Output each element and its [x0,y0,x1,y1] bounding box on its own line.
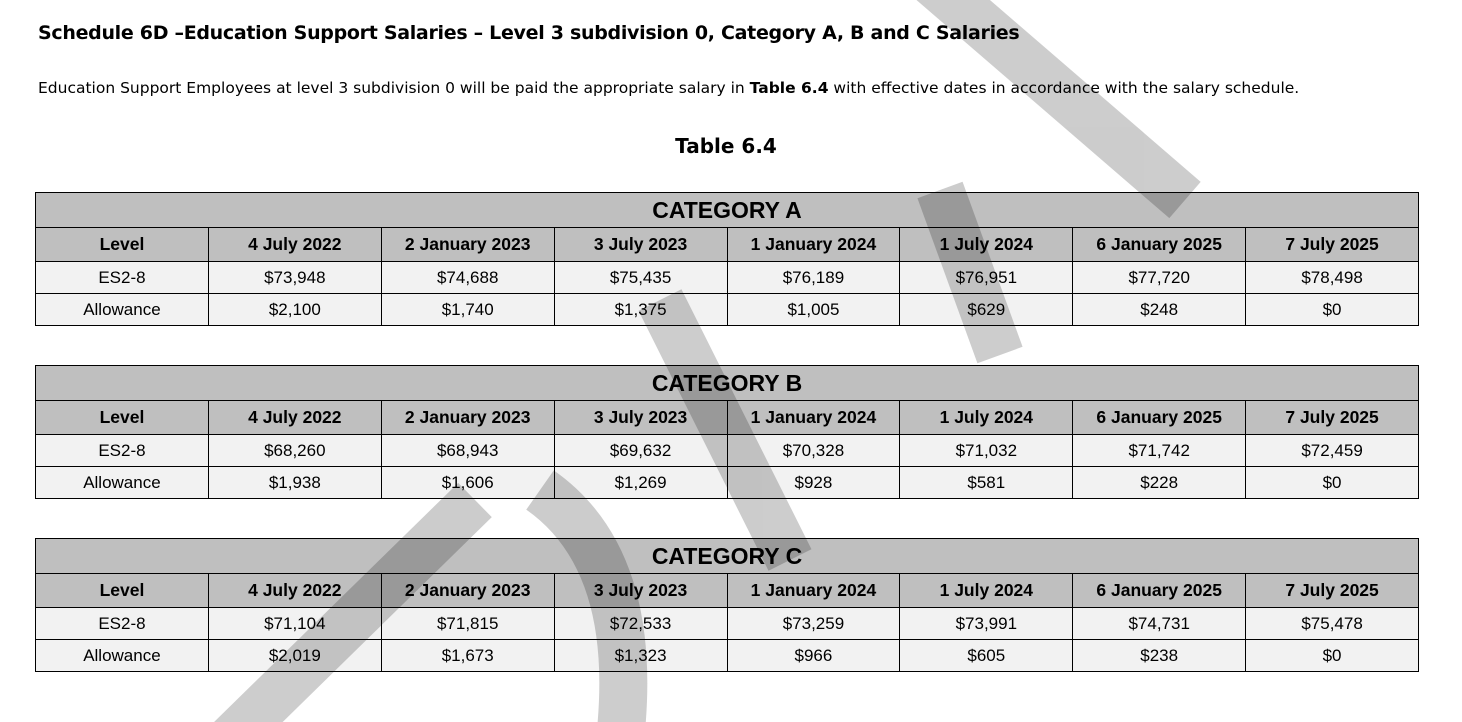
table-cell: $71,742 [1073,435,1246,467]
column-header: 4 July 2022 [208,574,381,608]
column-header: 1 January 2024 [727,228,900,262]
column-header: 1 July 2024 [900,574,1073,608]
table-cell: $75,478 [1246,608,1419,640]
schedule-heading: Schedule 6D –Education Support Salaries – Level 3 subdivision 0, Category A, B and C Salaries [38,22,1020,44]
salary-table-category-c [35,538,1419,672]
intro-text-end: with effective dates in accordance with the salary schedule. [828,79,1300,97]
table-cell: Allowance [36,294,209,326]
table-cell: $966 [727,640,900,672]
salary-table-category-a [35,192,1419,326]
table-cell: $68,260 [208,435,381,467]
table-row [36,640,1419,672]
table-cell: $73,948 [208,262,381,294]
table-cell: $75,435 [554,262,727,294]
table-cell: $0 [1246,640,1419,672]
table-cell: $76,951 [900,262,1073,294]
column-header: Level [36,574,209,608]
column-header: 4 July 2022 [208,228,381,262]
category-title: CATEGORY C [36,539,1419,574]
table-cell: $71,032 [900,435,1073,467]
table-cell: $248 [1073,294,1246,326]
column-header: 7 July 2025 [1246,574,1419,608]
column-header: 2 January 2023 [381,574,554,608]
table-row [36,262,1419,294]
category-title: CATEGORY B [36,366,1419,401]
table-cell: $71,104 [208,608,381,640]
table-cell: $1,005 [727,294,900,326]
table-cell: $72,533 [554,608,727,640]
column-header: 3 July 2023 [554,401,727,435]
table-cell: $68,943 [381,435,554,467]
table-cell: $629 [900,294,1073,326]
table-cell: $0 [1246,467,1419,499]
table-row [36,608,1419,640]
table-cell: $77,720 [1073,262,1246,294]
table-cell: $76,189 [727,262,900,294]
column-header: 3 July 2023 [554,228,727,262]
table-cell: $1,269 [554,467,727,499]
column-header: 1 July 2024 [900,401,1073,435]
table-cell: $1,323 [554,640,727,672]
column-header: Level [36,401,209,435]
table-caption: Table 6.4 [675,134,777,158]
column-header: 7 July 2025 [1246,401,1419,435]
table-cell: $1,673 [381,640,554,672]
table-cell: $1,740 [381,294,554,326]
table-row [36,467,1419,499]
column-header: Level [36,228,209,262]
column-header: 6 January 2025 [1073,228,1246,262]
table-cell: $2,019 [208,640,381,672]
intro-text: Education Support Employees at level 3 subdivision 0 will be paid the appropriate salary in [38,79,750,97]
column-header: 6 January 2025 [1073,401,1246,435]
column-header: 6 January 2025 [1073,574,1246,608]
table-row [36,294,1419,326]
table-cell: $74,731 [1073,608,1246,640]
table-cell: $1,606 [381,467,554,499]
category-title: CATEGORY A [36,193,1419,228]
table-cell: $70,328 [727,435,900,467]
table-cell: $78,498 [1246,262,1419,294]
table-cell: ES2-8 [36,435,209,467]
table-cell: Allowance [36,640,209,672]
column-header: 1 January 2024 [727,574,900,608]
table-cell: $69,632 [554,435,727,467]
table-cell: $73,259 [727,608,900,640]
column-header: 1 July 2024 [900,228,1073,262]
column-header: 7 July 2025 [1246,228,1419,262]
table-cell: $238 [1073,640,1246,672]
intro-table-ref: Table 6.4 [749,79,829,97]
table-cell: $1,938 [208,467,381,499]
column-header: 2 January 2023 [381,228,554,262]
table-cell: $72,459 [1246,435,1419,467]
column-header: 3 July 2023 [554,574,727,608]
column-header: 4 July 2022 [208,401,381,435]
table-cell: $71,815 [381,608,554,640]
column-header: 1 January 2024 [727,401,900,435]
table-cell: $74,688 [381,262,554,294]
intro-paragraph [38,79,1299,97]
column-header: 2 January 2023 [381,401,554,435]
table-cell: $605 [900,640,1073,672]
table-cell: $0 [1246,294,1419,326]
table-cell: $2,100 [208,294,381,326]
table-cell: $1,375 [554,294,727,326]
table-cell: Allowance [36,467,209,499]
salary-table-category-b [35,365,1419,499]
table-cell: $228 [1073,467,1246,499]
table-cell: $581 [900,467,1073,499]
table-cell: $928 [727,467,900,499]
table-cell: $73,991 [900,608,1073,640]
table-cell: ES2-8 [36,608,209,640]
table-row [36,435,1419,467]
table-cell: ES2-8 [36,262,209,294]
